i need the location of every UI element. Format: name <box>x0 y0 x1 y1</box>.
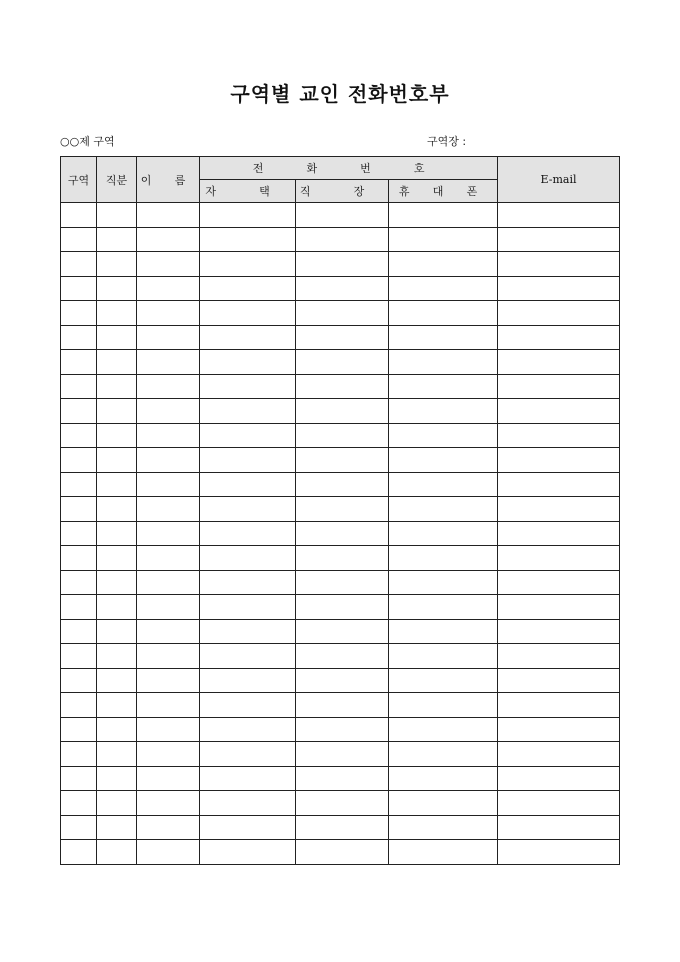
name-cell <box>137 570 200 595</box>
work-phone-cell <box>296 840 389 865</box>
table-row <box>61 203 620 228</box>
table-row <box>61 472 620 497</box>
mobile-phone-cell <box>389 595 498 620</box>
header-work-phone: 직 장 <box>296 180 389 203</box>
mobile-phone-cell <box>389 570 498 595</box>
position-cell <box>97 325 137 350</box>
table-row <box>61 668 620 693</box>
work-phone-cell <box>296 399 389 424</box>
position-cell <box>97 227 137 252</box>
work-phone-cell <box>296 791 389 816</box>
table-row <box>61 693 620 718</box>
header-district: 구역 <box>61 157 97 203</box>
home-phone-cell <box>200 668 296 693</box>
district-cell <box>61 399 97 424</box>
work-phone-cell <box>296 668 389 693</box>
name-cell <box>137 472 200 497</box>
home-phone-cell <box>200 521 296 546</box>
work-phone-cell <box>296 423 389 448</box>
mobile-phone-cell <box>389 350 498 375</box>
district-cell <box>61 472 97 497</box>
email-cell <box>498 325 620 350</box>
mobile-phone-cell <box>389 644 498 669</box>
position-cell <box>97 742 137 767</box>
position-cell <box>97 374 137 399</box>
name-cell <box>137 693 200 718</box>
home-phone-cell <box>200 766 296 791</box>
position-cell <box>97 497 137 522</box>
table-body <box>61 203 620 865</box>
email-cell <box>498 668 620 693</box>
position-cell <box>97 815 137 840</box>
mobile-phone-cell <box>389 472 498 497</box>
email-cell <box>498 448 620 473</box>
district-leader-label: 구역장 : <box>427 135 467 148</box>
email-cell <box>498 840 620 865</box>
mobile-phone-cell <box>389 840 498 865</box>
header-home-phone: 자 택 <box>200 180 296 203</box>
home-phone-cell <box>200 325 296 350</box>
email-cell <box>498 717 620 742</box>
position-cell <box>97 570 137 595</box>
name-cell <box>137 301 200 326</box>
email-cell <box>498 521 620 546</box>
name-cell <box>137 399 200 424</box>
district-cell <box>61 301 97 326</box>
mobile-phone-cell <box>389 521 498 546</box>
name-cell <box>137 350 200 375</box>
name-cell <box>137 227 200 252</box>
work-phone-cell <box>296 472 389 497</box>
district-cell <box>61 717 97 742</box>
table-row <box>61 791 620 816</box>
home-phone-cell <box>200 203 296 228</box>
name-cell <box>137 668 200 693</box>
position-cell <box>97 595 137 620</box>
name-cell <box>137 276 200 301</box>
position-cell <box>97 521 137 546</box>
home-phone-cell <box>200 840 296 865</box>
work-phone-cell <box>296 227 389 252</box>
position-cell <box>97 619 137 644</box>
table-row <box>61 742 620 767</box>
district-cell <box>61 815 97 840</box>
email-cell <box>498 203 620 228</box>
position-cell <box>97 252 137 277</box>
home-phone-cell <box>200 742 296 767</box>
name-cell <box>137 619 200 644</box>
district-cell <box>61 423 97 448</box>
table-row <box>61 595 620 620</box>
district-cell <box>61 546 97 571</box>
email-cell <box>498 472 620 497</box>
position-cell <box>97 693 137 718</box>
table-row <box>61 448 620 473</box>
home-phone-cell <box>200 595 296 620</box>
name-cell <box>137 791 200 816</box>
district-cell <box>61 350 97 375</box>
mobile-phone-cell <box>389 546 498 571</box>
table-row <box>61 325 620 350</box>
work-phone-cell <box>296 448 389 473</box>
header-email: E-mail <box>498 157 620 203</box>
email-cell <box>498 791 620 816</box>
name-cell <box>137 521 200 546</box>
table-row <box>61 301 620 326</box>
name-cell <box>137 595 200 620</box>
mobile-phone-cell <box>389 252 498 277</box>
home-phone-cell <box>200 276 296 301</box>
email-cell <box>498 374 620 399</box>
work-phone-cell <box>296 619 389 644</box>
district-cell <box>61 252 97 277</box>
home-phone-cell <box>200 791 296 816</box>
mobile-phone-cell <box>389 448 498 473</box>
position-cell <box>97 203 137 228</box>
district-cell <box>61 227 97 252</box>
mobile-phone-cell <box>389 423 498 448</box>
email-cell <box>498 399 620 424</box>
district-cell <box>61 693 97 718</box>
work-phone-cell <box>296 815 389 840</box>
table-row <box>61 399 620 424</box>
work-phone-cell <box>296 252 389 277</box>
home-phone-cell <box>200 644 296 669</box>
work-phone-cell <box>296 350 389 375</box>
mobile-phone-cell <box>389 325 498 350</box>
email-cell <box>498 619 620 644</box>
email-cell <box>498 815 620 840</box>
table-row <box>61 276 620 301</box>
work-phone-cell <box>296 742 389 767</box>
district-cell <box>61 521 97 546</box>
work-phone-cell <box>296 276 389 301</box>
district-cell <box>61 595 97 620</box>
district-cell <box>61 497 97 522</box>
mobile-phone-cell <box>389 693 498 718</box>
document-title: 구역별 교인 전화번호부 <box>230 82 450 106</box>
mobile-phone-cell <box>389 374 498 399</box>
table-row <box>61 521 620 546</box>
name-cell <box>137 497 200 522</box>
work-phone-cell <box>296 644 389 669</box>
mobile-phone-cell <box>389 497 498 522</box>
district-label: ○○제 구역 <box>60 135 115 148</box>
phonebook-table <box>60 156 620 865</box>
email-cell <box>498 423 620 448</box>
work-phone-cell <box>296 301 389 326</box>
home-phone-cell <box>200 815 296 840</box>
email-cell <box>498 766 620 791</box>
district-cell <box>61 203 97 228</box>
mobile-phone-cell <box>389 717 498 742</box>
work-phone-cell <box>296 374 389 399</box>
position-cell <box>97 840 137 865</box>
home-phone-cell <box>200 619 296 644</box>
email-cell <box>498 644 620 669</box>
header-mobile-phone: 휴 대 폰 <box>389 180 498 203</box>
district-cell <box>61 644 97 669</box>
home-phone-cell <box>200 350 296 375</box>
name-cell <box>137 840 200 865</box>
home-phone-cell <box>200 227 296 252</box>
position-cell <box>97 717 137 742</box>
table-row <box>61 619 620 644</box>
table-row <box>61 497 620 522</box>
work-phone-cell <box>296 595 389 620</box>
district-cell <box>61 668 97 693</box>
table-row <box>61 227 620 252</box>
email-cell <box>498 227 620 252</box>
email-cell <box>498 252 620 277</box>
position-cell <box>97 399 137 424</box>
email-cell <box>498 497 620 522</box>
position-cell <box>97 350 137 375</box>
table-row <box>61 423 620 448</box>
work-phone-cell <box>296 546 389 571</box>
mobile-phone-cell <box>389 203 498 228</box>
mobile-phone-cell <box>389 668 498 693</box>
work-phone-cell <box>296 766 389 791</box>
home-phone-cell <box>200 301 296 326</box>
table-row <box>61 766 620 791</box>
home-phone-cell <box>200 423 296 448</box>
table-row <box>61 374 620 399</box>
table-row <box>61 717 620 742</box>
table-row <box>61 840 620 865</box>
position-cell <box>97 472 137 497</box>
position-cell <box>97 301 137 326</box>
district-cell <box>61 374 97 399</box>
email-cell <box>498 693 620 718</box>
position-cell <box>97 644 137 669</box>
work-phone-cell <box>296 570 389 595</box>
work-phone-cell <box>296 497 389 522</box>
work-phone-cell <box>296 521 389 546</box>
home-phone-cell <box>200 399 296 424</box>
table-row <box>61 644 620 669</box>
name-cell <box>137 374 200 399</box>
mobile-phone-cell <box>389 227 498 252</box>
district-cell <box>61 742 97 767</box>
email-cell <box>498 570 620 595</box>
home-phone-cell <box>200 717 296 742</box>
name-cell <box>137 815 200 840</box>
district-cell <box>61 619 97 644</box>
email-cell <box>498 742 620 767</box>
position-cell <box>97 276 137 301</box>
work-phone-cell <box>296 717 389 742</box>
home-phone-cell <box>200 252 296 277</box>
table-row <box>61 350 620 375</box>
home-phone-cell <box>200 448 296 473</box>
name-cell <box>137 742 200 767</box>
mobile-phone-cell <box>389 742 498 767</box>
position-cell <box>97 423 137 448</box>
name-cell <box>137 252 200 277</box>
position-cell <box>97 766 137 791</box>
header-phone-number: 전 화 번 호 <box>200 157 498 180</box>
district-cell <box>61 276 97 301</box>
work-phone-cell <box>296 693 389 718</box>
district-cell <box>61 791 97 816</box>
mobile-phone-cell <box>389 399 498 424</box>
name-cell <box>137 717 200 742</box>
district-cell <box>61 840 97 865</box>
district-cell <box>61 325 97 350</box>
name-cell <box>137 546 200 571</box>
name-cell <box>137 325 200 350</box>
table-row <box>61 546 620 571</box>
mobile-phone-cell <box>389 766 498 791</box>
table-row <box>61 570 620 595</box>
position-cell <box>97 448 137 473</box>
mobile-phone-cell <box>389 619 498 644</box>
position-cell <box>97 791 137 816</box>
home-phone-cell <box>200 546 296 571</box>
mobile-phone-cell <box>389 815 498 840</box>
email-cell <box>498 595 620 620</box>
name-cell <box>137 644 200 669</box>
table-row <box>61 815 620 840</box>
mobile-phone-cell <box>389 276 498 301</box>
table-row <box>61 252 620 277</box>
work-phone-cell <box>296 203 389 228</box>
name-cell <box>137 766 200 791</box>
home-phone-cell <box>200 497 296 522</box>
header-position: 직분 <box>97 157 137 203</box>
email-cell <box>498 350 620 375</box>
mobile-phone-cell <box>389 301 498 326</box>
header-name: 이 름 <box>137 157 200 203</box>
district-cell <box>61 570 97 595</box>
email-cell <box>498 301 620 326</box>
email-cell <box>498 276 620 301</box>
district-cell <box>61 766 97 791</box>
name-cell <box>137 448 200 473</box>
home-phone-cell <box>200 374 296 399</box>
position-cell <box>97 546 137 571</box>
name-cell <box>137 423 200 448</box>
email-cell <box>498 546 620 571</box>
name-cell <box>137 203 200 228</box>
position-cell <box>97 668 137 693</box>
home-phone-cell <box>200 570 296 595</box>
mobile-phone-cell <box>389 791 498 816</box>
home-phone-cell <box>200 472 296 497</box>
home-phone-cell <box>200 693 296 718</box>
work-phone-cell <box>296 325 389 350</box>
district-cell <box>61 448 97 473</box>
